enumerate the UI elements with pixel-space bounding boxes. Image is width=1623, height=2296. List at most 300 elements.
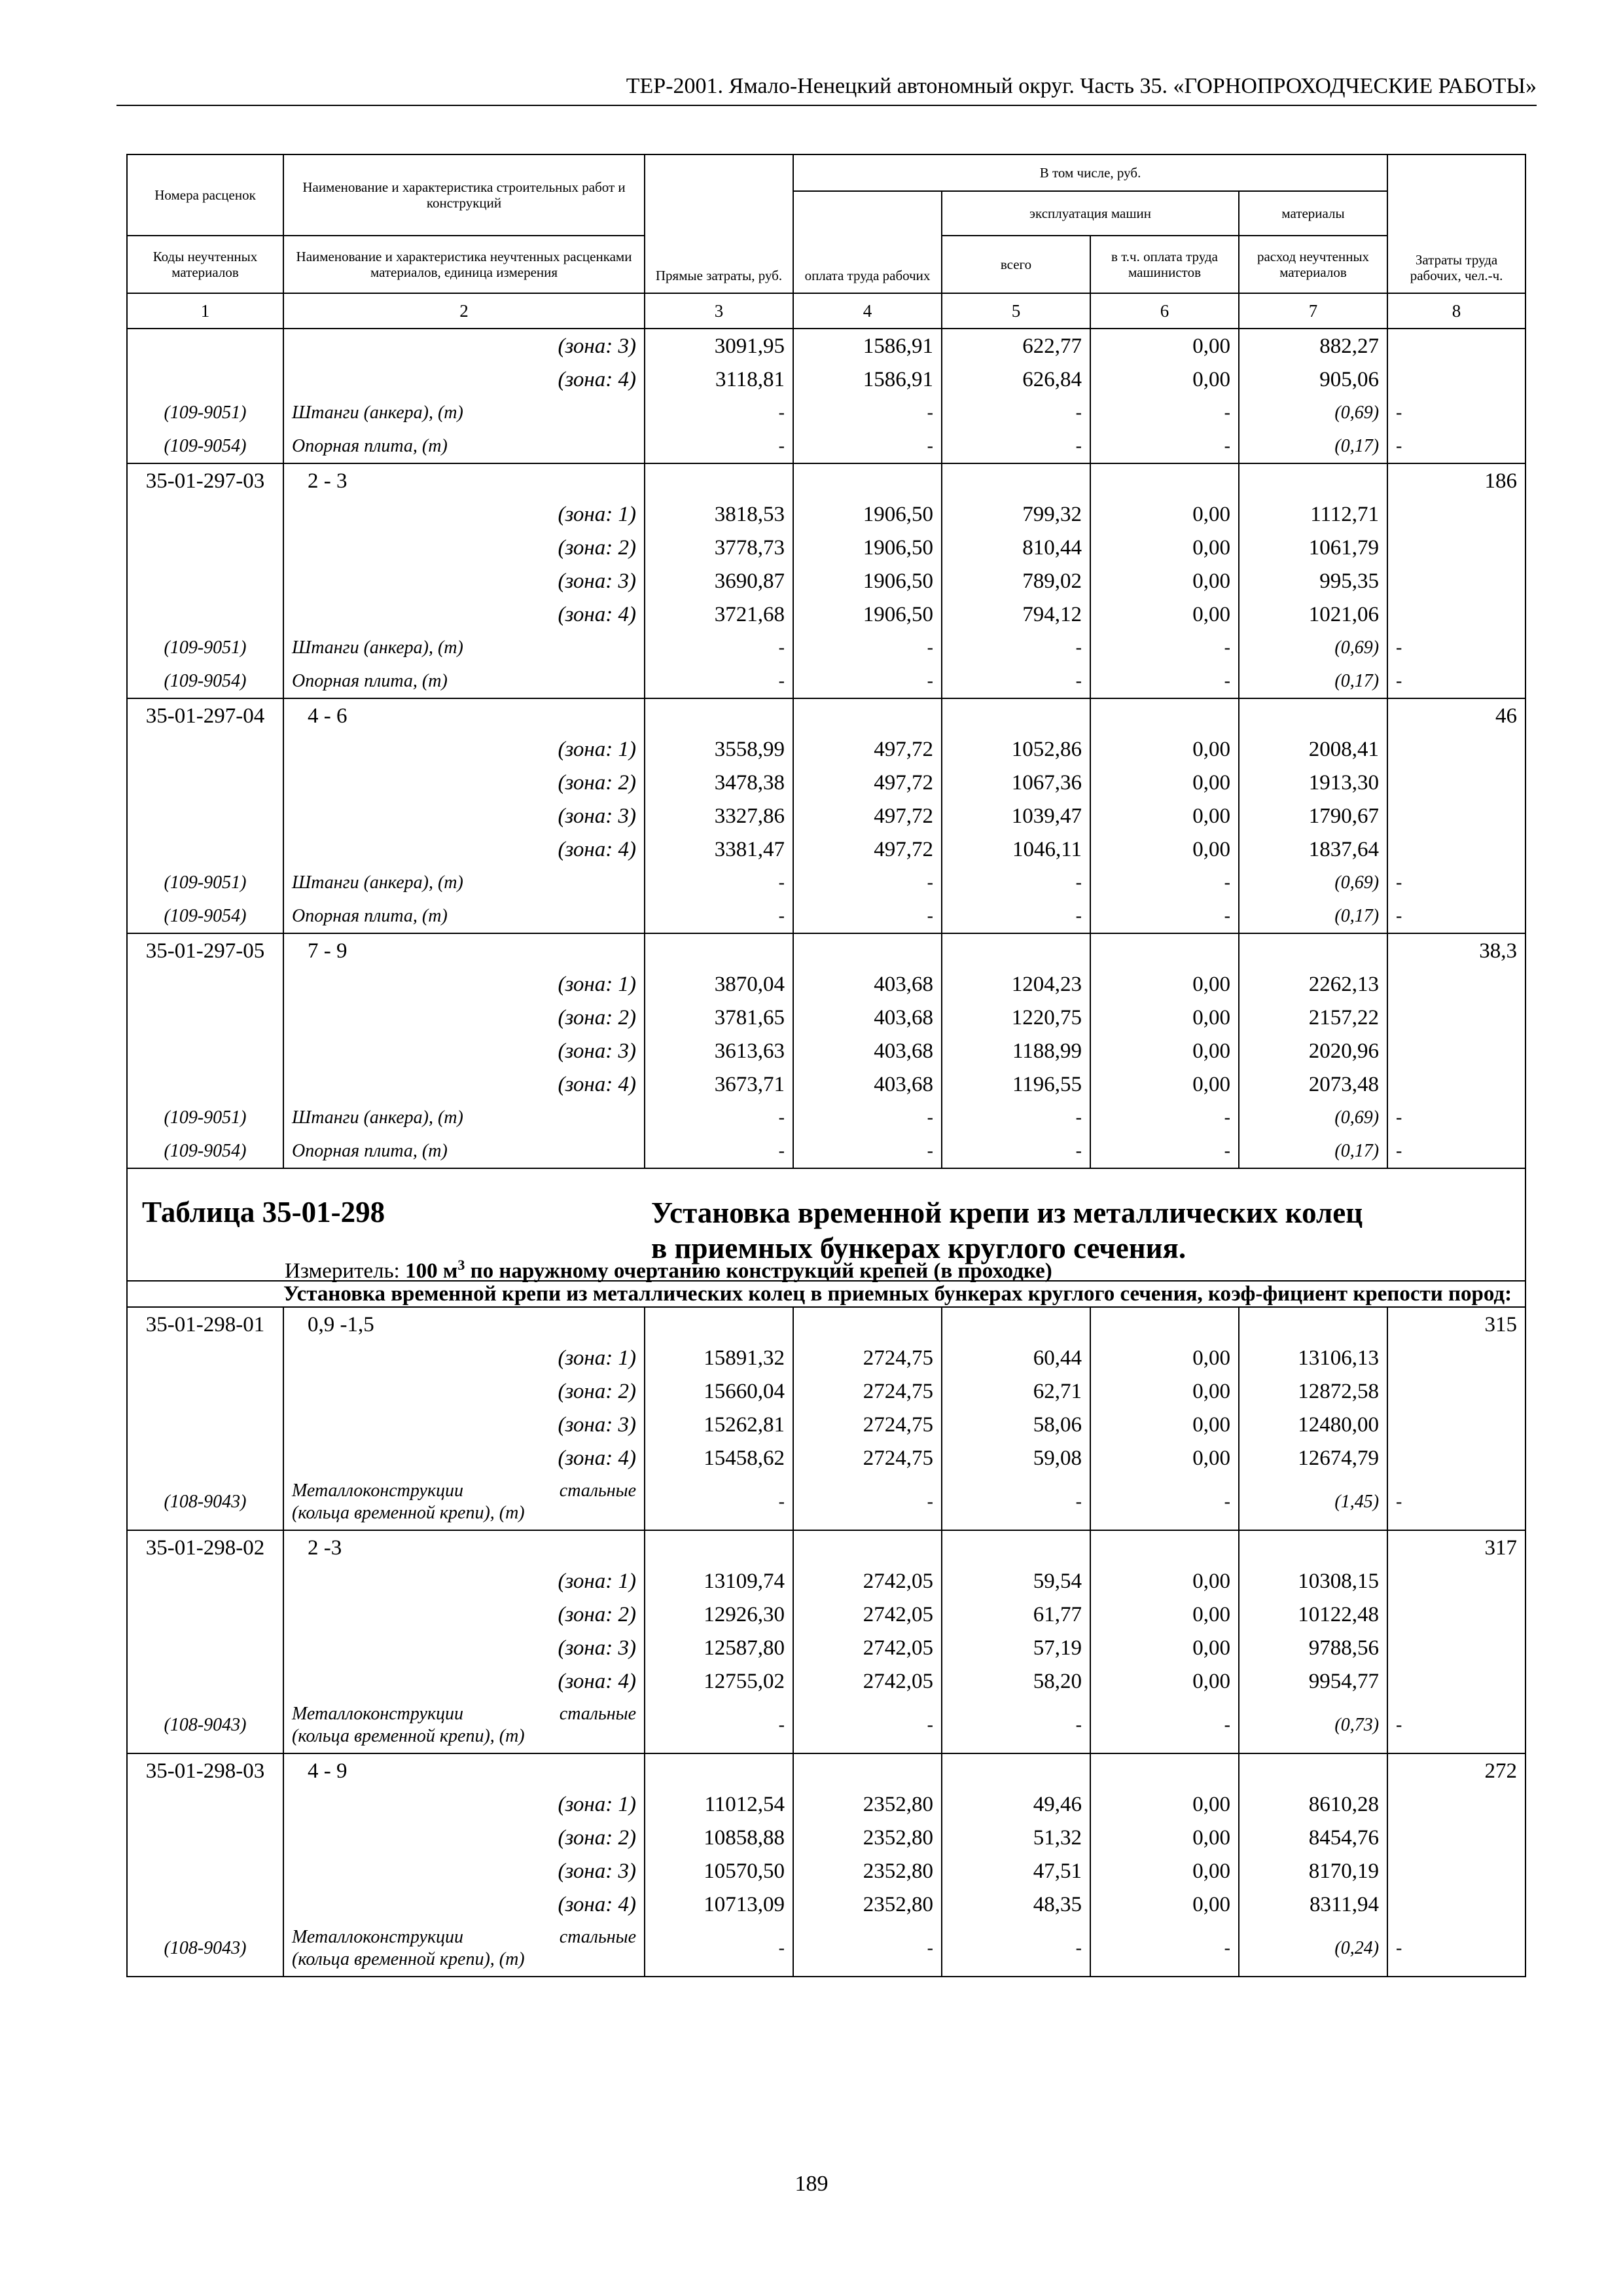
direct-cost: 3721,68: [645, 598, 793, 631]
machines-total: 810,44: [942, 531, 1090, 564]
direct-cost: 3558,99: [645, 732, 793, 766]
zone-label: (зона: 3): [283, 1854, 645, 1888]
empty-cell: [1387, 1598, 1525, 1631]
machines-total: 59,54: [942, 1564, 1090, 1598]
materials-cost: 10308,15: [1239, 1564, 1387, 1598]
empty-cell: [1387, 766, 1525, 799]
material-qty: (0,69): [1239, 1101, 1387, 1134]
zone-label: (зона: 1): [283, 1341, 645, 1374]
machines-total: 1220,75: [942, 1001, 1090, 1034]
material-code: (109-9054): [127, 429, 283, 463]
machinists-pay: 0,00: [1090, 732, 1239, 766]
material-row: [127, 396, 1525, 429]
labor-pay: 2742,05: [793, 1664, 942, 1698]
material-qty: (0,17): [1239, 899, 1387, 933]
empty-cell: [1239, 463, 1387, 497]
dash: -: [793, 631, 942, 664]
zone-row: [127, 1374, 1525, 1408]
direct-cost: 12587,80: [645, 1631, 793, 1664]
dash: -: [793, 1698, 942, 1753]
material-name: Штанги (анкера), (т): [283, 396, 645, 429]
material-code: (108-9043): [127, 1921, 283, 1977]
machines-total: 1196,55: [942, 1067, 1090, 1101]
dash: -: [1387, 899, 1525, 933]
empty-cell: [1387, 1374, 1525, 1408]
empty-cell: [1387, 1888, 1525, 1921]
header-col3: Прямые затраты, руб.: [645, 154, 793, 293]
direct-cost: 12755,02: [645, 1664, 793, 1698]
zone-row: [127, 329, 1525, 363]
material-name: [283, 1921, 645, 1977]
zone-row: [127, 1787, 1525, 1821]
empty-cell: [793, 1307, 942, 1341]
empty-cell: [942, 1307, 1090, 1341]
empty-cell: [793, 463, 942, 497]
empty-cell: [1239, 698, 1387, 732]
zone-label: (зона: 3): [283, 329, 645, 363]
zone-label: (зона: 4): [283, 1441, 645, 1475]
labor-pay: 2742,05: [793, 1564, 942, 1598]
material-name: Опорная плита, (т): [283, 664, 645, 698]
materials-cost: 2008,41: [1239, 732, 1387, 766]
column-number: 3: [645, 293, 793, 329]
price-table: [126, 154, 1526, 1977]
dash: -: [645, 631, 793, 664]
machinists-pay: 0,00: [1090, 1341, 1239, 1374]
dash: -: [645, 1698, 793, 1753]
labor-pay: 2352,80: [793, 1821, 942, 1854]
material-qty: (1,45): [1239, 1475, 1387, 1530]
dash: -: [1387, 1921, 1525, 1977]
machinists-pay: 0,00: [1090, 799, 1239, 833]
dash: -: [1090, 1698, 1239, 1753]
machinists-pay: 0,00: [1090, 497, 1239, 531]
zone-label: (зона: 1): [283, 1564, 645, 1598]
machinists-pay: 0,00: [1090, 1787, 1239, 1821]
dash: -: [1387, 664, 1525, 698]
direct-cost: 3091,95: [645, 329, 793, 363]
material-name-line: Металлоконструкции стальные: [292, 1927, 636, 1947]
dash: -: [1090, 631, 1239, 664]
empty-cell: [1090, 933, 1239, 967]
direct-cost: 12926,30: [645, 1598, 793, 1631]
materials-cost: 10122,48: [1239, 1598, 1387, 1631]
zone-row: [127, 1034, 1525, 1067]
materials-cost: 8170,19: [1239, 1854, 1387, 1888]
zone-row: [127, 1001, 1525, 1034]
empty-cell: [127, 967, 283, 1001]
dash: -: [645, 1134, 793, 1168]
dash: -: [1387, 1698, 1525, 1753]
labor-pay: 403,68: [793, 1067, 942, 1101]
zone-label: (зона: 1): [283, 732, 645, 766]
zone-row: [127, 564, 1525, 598]
zone-label: (зона: 4): [283, 1067, 645, 1101]
zone-row: [127, 1441, 1525, 1475]
direct-cost: 10713,09: [645, 1888, 793, 1921]
table-298-groups: [127, 1307, 1525, 1977]
empty-cell: [127, 1631, 283, 1664]
labor-pay: 497,72: [793, 732, 942, 766]
labor-cost: 46: [1387, 698, 1525, 732]
zone-label: (зона: 2): [283, 1598, 645, 1631]
labor-pay: 1906,50: [793, 531, 942, 564]
machines-total: 789,02: [942, 564, 1090, 598]
empty-cell: [127, 1034, 283, 1067]
machines-total: 60,44: [942, 1341, 1090, 1374]
labor-pay: 2352,80: [793, 1888, 942, 1921]
material-row: [127, 664, 1525, 698]
labor-pay: 403,68: [793, 967, 942, 1001]
materials-cost: 12480,00: [1239, 1408, 1387, 1441]
dash: -: [1090, 866, 1239, 899]
materials-cost: 2157,22: [1239, 1001, 1387, 1034]
machinists-pay: 0,00: [1090, 1067, 1239, 1101]
empty-cell: [645, 1307, 793, 1341]
zone-row: [127, 1408, 1525, 1441]
empty-cell: [1387, 598, 1525, 631]
zone-row: [127, 531, 1525, 564]
labor-cost: 38,3: [1387, 933, 1525, 967]
measure-prefix: Измеритель:: [285, 1259, 406, 1283]
empty-cell: [1387, 1787, 1525, 1821]
dash: -: [645, 1101, 793, 1134]
running-header: ТЕР-2001. Ямало-Ненецкий автономный округ. Часть 35. «ГОРНОПРОХОДЧЕСКИЕ РАБОТЫ»: [626, 74, 1537, 98]
zone-row: [127, 1067, 1525, 1101]
machines-total: 47,51: [942, 1854, 1090, 1888]
dash: -: [942, 1921, 1090, 1977]
work-name: 0,9 -1,5: [283, 1307, 645, 1341]
empty-cell: [127, 833, 283, 866]
empty-cell: [127, 799, 283, 833]
empty-cell: [1090, 463, 1239, 497]
header-col2-bottom: Наименование и характеристика неучтенных расценками материалов, единица измерения: [283, 236, 645, 293]
empty-cell: [645, 698, 793, 732]
dash: -: [1090, 1475, 1239, 1530]
empty-cell: [127, 1564, 283, 1598]
material-qty: (0,69): [1239, 866, 1387, 899]
empty-cell: [127, 564, 283, 598]
empty-cell: [942, 1753, 1090, 1787]
empty-cell: [127, 1854, 283, 1888]
machinists-pay: 0,00: [1090, 1441, 1239, 1475]
machines-total: 794,12: [942, 598, 1090, 631]
header-col2-top: Наименование и характеристика строительных работ и конструкций: [283, 154, 645, 236]
empty-cell: [1239, 1530, 1387, 1564]
empty-cell: [127, 766, 283, 799]
machinists-pay: 0,00: [1090, 766, 1239, 799]
material-name-line: Металлоконструкции стальные: [292, 1704, 636, 1724]
zone-label: (зона: 3): [283, 799, 645, 833]
empty-cell: [1387, 531, 1525, 564]
column-number: 1: [127, 293, 283, 329]
empty-cell: [1387, 1067, 1525, 1101]
dash: -: [645, 1475, 793, 1530]
direct-cost: 15891,32: [645, 1341, 793, 1374]
machines-total: 1046,11: [942, 833, 1090, 866]
work-name: 4 - 6: [283, 698, 645, 732]
table-297-groups: [127, 463, 1525, 1168]
empty-cell: [1387, 1341, 1525, 1374]
materials-cost: 905,06: [1239, 363, 1387, 396]
material-qty: (0,24): [1239, 1921, 1387, 1977]
dash: -: [1090, 899, 1239, 933]
empty-cell: [127, 1598, 283, 1631]
column-number: 2: [283, 293, 645, 329]
header-col7: расход неучтенных материалов: [1239, 236, 1387, 293]
labor-cost: 317: [1387, 1530, 1525, 1564]
zone-row: [127, 967, 1525, 1001]
empty-cell: [942, 933, 1090, 967]
page-number: 189: [794, 2172, 829, 2196]
machinists-pay: 0,00: [1090, 1598, 1239, 1631]
empty-cell: [1090, 1530, 1239, 1564]
header-group: В том числе, руб.: [793, 154, 1387, 191]
machinists-pay: 0,00: [1090, 1821, 1239, 1854]
material-code: (109-9051): [127, 1101, 283, 1134]
machinists-pay: 0,00: [1090, 531, 1239, 564]
materials-cost: 882,27: [1239, 329, 1387, 363]
empty-cell: [1090, 1307, 1239, 1341]
column-number: 8: [1387, 293, 1525, 329]
table-title: [651, 1195, 1363, 1266]
material-row: [127, 1921, 1525, 1977]
dash: -: [645, 664, 793, 698]
material-name: Штанги (анкера), (т): [283, 631, 645, 664]
materials-cost: 995,35: [1239, 564, 1387, 598]
machinists-pay: 0,00: [1090, 1564, 1239, 1598]
column-number: 7: [1239, 293, 1387, 329]
zone-label: (зона: 1): [283, 497, 645, 531]
empty-cell: [1387, 1034, 1525, 1067]
material-name-line: (кольца временной крепи), (т): [292, 1503, 525, 1523]
empty-cell: [127, 1787, 283, 1821]
direct-cost: 15660,04: [645, 1374, 793, 1408]
empty-cell: [645, 463, 793, 497]
materials-cost: 8610,28: [1239, 1787, 1387, 1821]
table-title-line: Установка временной крепи из металлических колец: [651, 1196, 1363, 1229]
zone-label: (зона: 2): [283, 1001, 645, 1034]
direct-cost: 10858,88: [645, 1821, 793, 1854]
empty-cell: [1239, 1753, 1387, 1787]
material-name-line: (кольца временной крепи), (т): [292, 1726, 525, 1746]
machines-total: 62,71: [942, 1374, 1090, 1408]
materials-cost: 8311,94: [1239, 1888, 1387, 1921]
material-qty: (0,73): [1239, 1698, 1387, 1753]
direct-cost: 13109,74: [645, 1564, 793, 1598]
empty-cell: [1387, 1408, 1525, 1441]
empty-cell: [127, 1441, 283, 1475]
dash: -: [793, 899, 942, 933]
dash: -: [942, 396, 1090, 429]
zone-row: [127, 598, 1525, 631]
material-code: (108-9043): [127, 1475, 283, 1530]
header-col6: в т.ч. оплата труда машинистов: [1090, 236, 1239, 293]
dash: -: [645, 396, 793, 429]
empty-cell: [1387, 799, 1525, 833]
price-code: 35-01-298-03: [127, 1753, 283, 1787]
empty-cell: [793, 1753, 942, 1787]
dash: -: [793, 1921, 942, 1977]
direct-cost: 3478,38: [645, 766, 793, 799]
labor-pay: 497,72: [793, 833, 942, 866]
empty-cell: [127, 1067, 283, 1101]
material-row: [127, 1475, 1525, 1530]
direct-cost: 3118,81: [645, 363, 793, 396]
dash: -: [645, 429, 793, 463]
zone-label: (зона: 3): [283, 564, 645, 598]
empty-cell: [1387, 732, 1525, 766]
price-code: 35-01-297-04: [127, 698, 283, 732]
empty-cell: [127, 531, 283, 564]
materials-cost: 12674,79: [1239, 1441, 1387, 1475]
material-code: (109-9054): [127, 1134, 283, 1168]
materials-cost: 1021,06: [1239, 598, 1387, 631]
empty-cell: [1387, 1564, 1525, 1598]
empty-cell: [1387, 1631, 1525, 1664]
material-row: [127, 631, 1525, 664]
empty-cell: [1090, 1753, 1239, 1787]
empty-cell: [1387, 1821, 1525, 1854]
labor-pay: 2724,75: [793, 1341, 942, 1374]
empty-cell: [127, 732, 283, 766]
dash: -: [1090, 396, 1239, 429]
zone-label: (зона: 3): [283, 1408, 645, 1441]
dash: -: [793, 1134, 942, 1168]
direct-cost: 10570,50: [645, 1854, 793, 1888]
material-row: [127, 1134, 1525, 1168]
material-qty: (0,17): [1239, 1134, 1387, 1168]
dash: -: [942, 866, 1090, 899]
zone-row: [127, 1564, 1525, 1598]
dash: -: [1090, 1101, 1239, 1134]
dash: -: [793, 429, 942, 463]
material-row: [127, 899, 1525, 933]
empty-cell: [127, 1821, 283, 1854]
materials-cost: 2073,48: [1239, 1067, 1387, 1101]
price-code-row: [127, 1307, 1525, 1341]
machines-total: 57,19: [942, 1631, 1090, 1664]
price-code-row: [127, 698, 1525, 732]
zone-label: (зона: 3): [283, 1034, 645, 1067]
labor-pay: 2724,75: [793, 1408, 942, 1441]
dash: -: [645, 1921, 793, 1977]
machines-total: 799,32: [942, 497, 1090, 531]
machines-total: 1052,86: [942, 732, 1090, 766]
material-name: Штанги (анкера), (т): [283, 1101, 645, 1134]
dash: -: [1387, 1101, 1525, 1134]
header-col1-bottom: Коды неучтенных материалов: [127, 236, 283, 293]
zone-label: (зона: 4): [283, 598, 645, 631]
labor-pay: 1906,50: [793, 598, 942, 631]
labor-pay: 2742,05: [793, 1631, 942, 1664]
material-name: Опорная плита, (т): [283, 429, 645, 463]
empty-cell: [1387, 1664, 1525, 1698]
zone-row: [127, 799, 1525, 833]
header-col1-top: Номера расценок: [127, 154, 283, 236]
machines-total: 622,77: [942, 329, 1090, 363]
empty-cell: [1090, 698, 1239, 732]
dash: -: [793, 1475, 942, 1530]
materials-cost: 2020,96: [1239, 1034, 1387, 1067]
material-qty: (0,17): [1239, 664, 1387, 698]
machines-total: 61,77: [942, 1598, 1090, 1631]
zone-row: [127, 1854, 1525, 1888]
dash: -: [942, 1475, 1090, 1530]
header-col4: оплата труда рабочих: [793, 191, 942, 293]
direct-cost: 3613,63: [645, 1034, 793, 1067]
zone-row: [127, 732, 1525, 766]
price-code-row: [127, 1753, 1525, 1787]
measure-unit: [285, 1257, 1052, 1283]
machines-total: 58,20: [942, 1664, 1090, 1698]
column-number: 4: [793, 293, 942, 329]
materials-cost: 1061,79: [1239, 531, 1387, 564]
material-name-line: Металлоконструкции стальные: [292, 1480, 636, 1501]
materials-cost: 9954,77: [1239, 1664, 1387, 1698]
material-code: (109-9051): [127, 396, 283, 429]
dash: -: [942, 1101, 1090, 1134]
machines-total: 1039,47: [942, 799, 1090, 833]
material-name: Опорная плита, (т): [283, 1134, 645, 1168]
direct-cost: 3381,47: [645, 833, 793, 866]
labor-pay: 1586,91: [793, 329, 942, 363]
materials-cost: 9788,56: [1239, 1631, 1387, 1664]
zone-row: [127, 363, 1525, 396]
work-name: 2 - 3: [283, 463, 645, 497]
material-qty: (0,17): [1239, 429, 1387, 463]
machinists-pay: 0,00: [1090, 598, 1239, 631]
labor-pay: 1906,50: [793, 564, 942, 598]
dash: -: [1387, 866, 1525, 899]
empty-cell: [793, 933, 942, 967]
machinists-pay: 0,00: [1090, 1374, 1239, 1408]
zone-label: (зона: 1): [283, 967, 645, 1001]
labor-pay: 1586,91: [793, 363, 942, 396]
header-col5: всего: [942, 236, 1090, 293]
dash: -: [942, 429, 1090, 463]
machines-total: 58,06: [942, 1408, 1090, 1441]
measure-sup: 3: [457, 1257, 465, 1273]
machinists-pay: 0,00: [1090, 564, 1239, 598]
machinists-pay: 0,00: [1090, 1001, 1239, 1034]
labor-pay: 2724,75: [793, 1441, 942, 1475]
direct-cost: 11012,54: [645, 1787, 793, 1821]
zone-label: (зона: 2): [283, 766, 645, 799]
zone-label: (зона: 3): [283, 1631, 645, 1664]
direct-cost: 3778,73: [645, 531, 793, 564]
dash: -: [793, 866, 942, 899]
dash: -: [942, 1134, 1090, 1168]
empty-cell: [645, 933, 793, 967]
materials-cost: 13106,13: [1239, 1341, 1387, 1374]
empty-cell: [645, 1530, 793, 1564]
column-number: 6: [1090, 293, 1239, 329]
measure-rest: по наружному очертанию конструкций крепей (в проходке): [465, 1259, 1052, 1283]
zone-row: [127, 497, 1525, 531]
direct-cost: 3818,53: [645, 497, 793, 531]
dash: -: [793, 396, 942, 429]
empty-cell: [1387, 564, 1525, 598]
table-title-line: в приемных бункерах круглого сечения.: [651, 1232, 1186, 1265]
material-name: [283, 1475, 645, 1530]
dash: -: [942, 664, 1090, 698]
labor-pay: 1906,50: [793, 497, 942, 531]
dash: -: [1090, 664, 1239, 698]
machinists-pay: 0,00: [1090, 1408, 1239, 1441]
zone-label: (зона: 4): [283, 363, 645, 396]
materials-cost: 1790,67: [1239, 799, 1387, 833]
